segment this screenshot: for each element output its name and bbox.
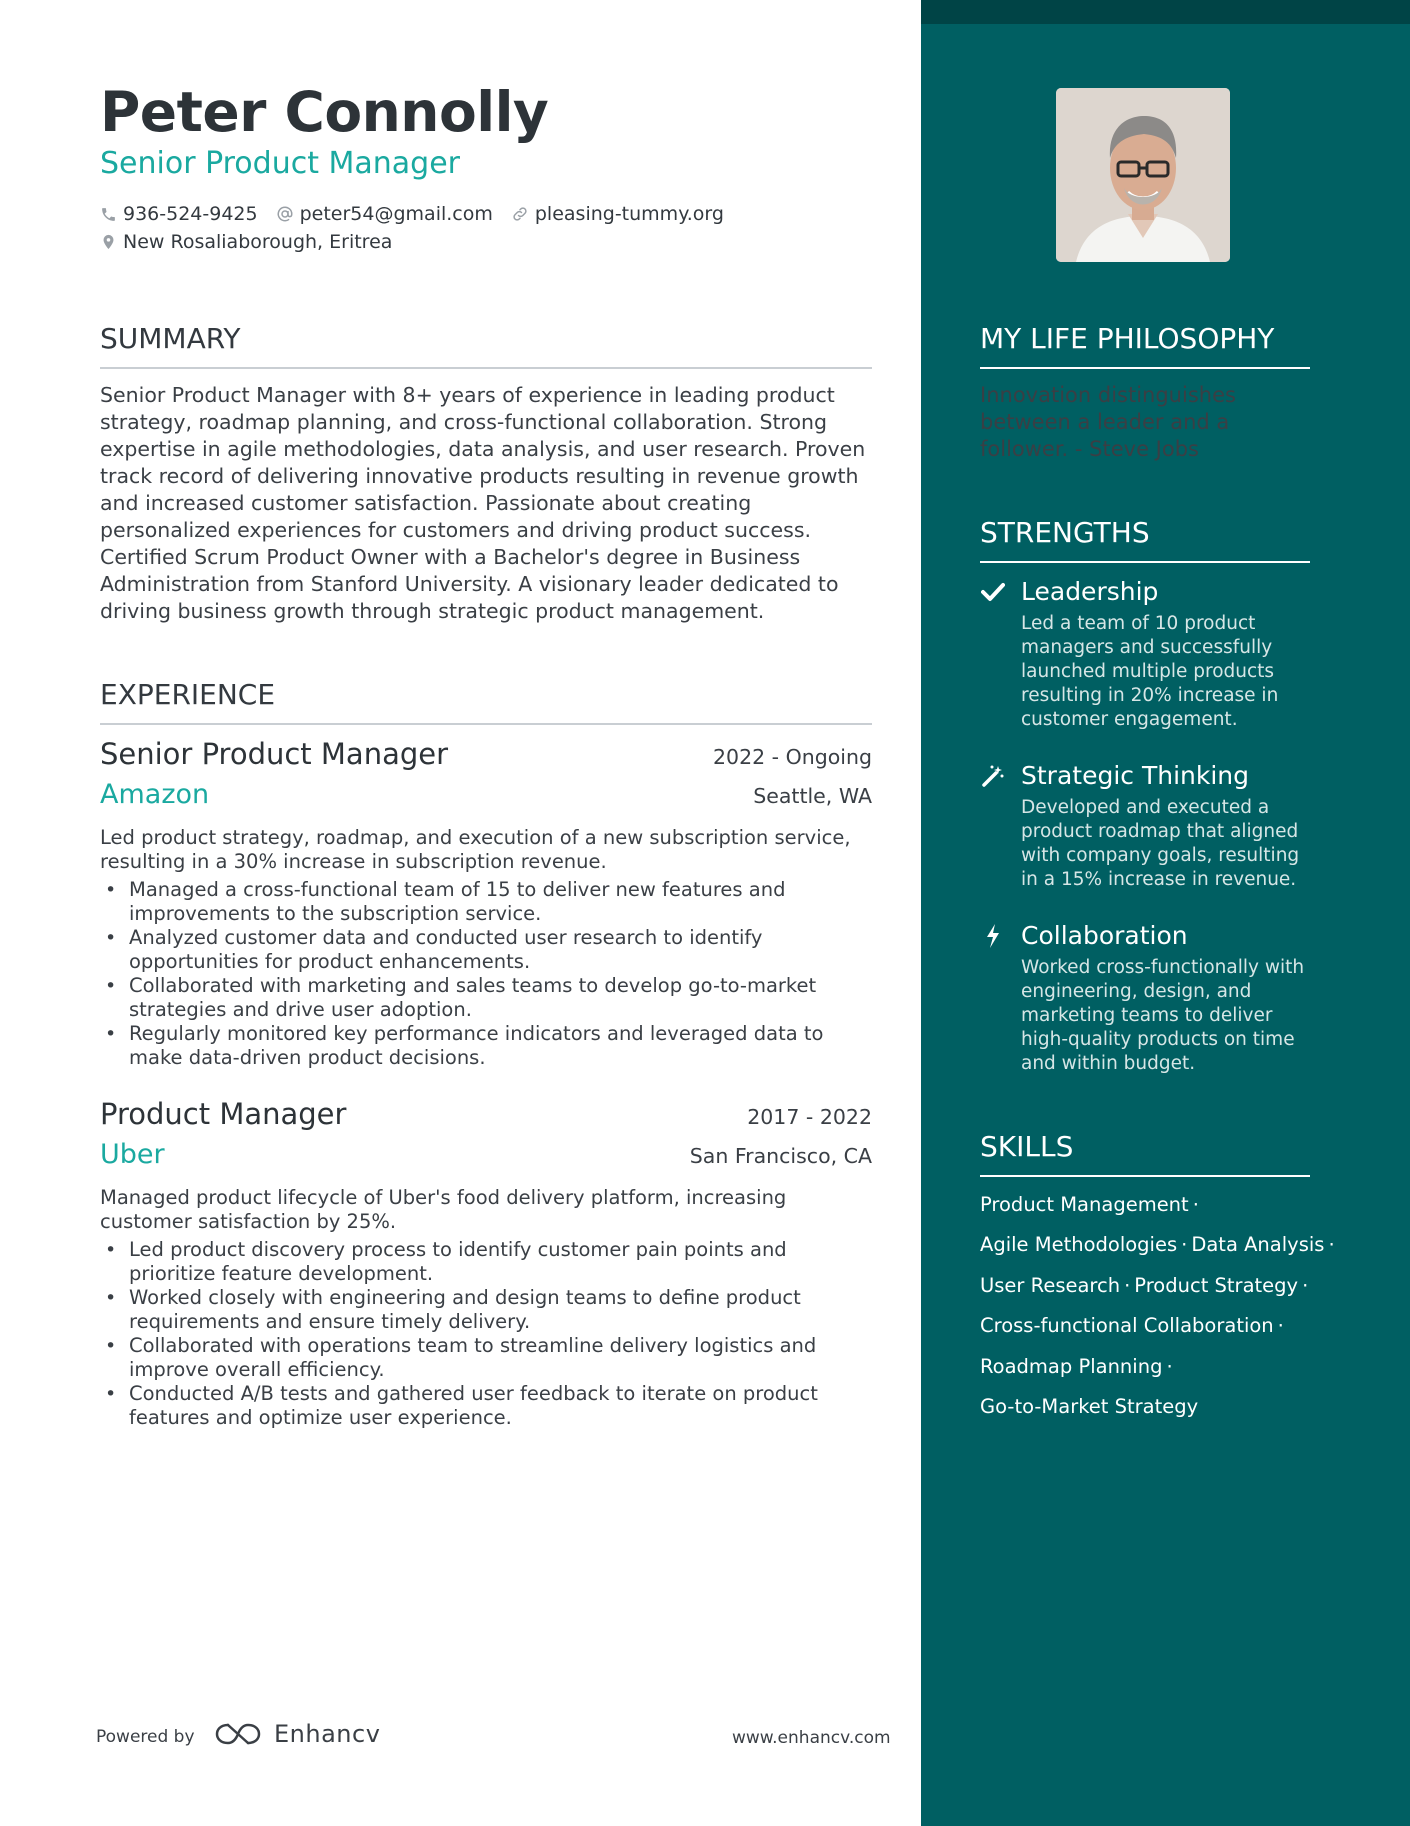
job-bullets (100, 1238, 872, 1430)
location-text: New Rosaliaborough, Eritrea (123, 231, 393, 253)
job-description: Led product strategy, roadmap, and execution of a new subscription service, resulting in a 30% increase in subscription revenue. (100, 826, 851, 873)
job-description: Managed product lifecycle of Uber's food delivery platform, increasing customer satisfaction by 25%. (100, 1186, 787, 1233)
skill-item: Go-to-Market Strategy (980, 1395, 1199, 1418)
strengths-heading: STRENGTHS (980, 516, 1310, 563)
strength-item (980, 761, 1320, 892)
skill-separator: · (1328, 1233, 1335, 1256)
profile-photo-illustration (1056, 88, 1230, 262)
strength-name: Strategic Thinking (1021, 761, 1250, 790)
job-entry (100, 1097, 872, 1430)
skill-item: Data Analysis (1191, 1233, 1325, 1256)
powered-by-label: Powered by (96, 1727, 195, 1747)
location-item (100, 231, 392, 253)
strength-description: Led a team of 10 product managers and successfully launched multiple products resulting in 20% increase in customer engagement. (1021, 613, 1279, 730)
job-bullet: • Regularly monitored key performance indicators and leveraged data to make data-driven product decisions. (100, 1022, 872, 1070)
website-item[interactable] (511, 203, 724, 225)
job-bullet: • Collaborated with marketing and sales teams to develop go-to-market strategies and drive user adoption. (100, 974, 872, 1022)
enhancv-brand: Enhancv (274, 1720, 381, 1748)
skill-item: Product Strategy (1134, 1274, 1299, 1297)
strength-name: Collaboration (1021, 921, 1188, 950)
job-location: Seattle, WA (753, 784, 872, 808)
job-dates: 2017 - 2022 (747, 1105, 872, 1129)
strength-item (980, 921, 1320, 1076)
contact-row (100, 203, 742, 225)
website-link[interactable]: pleasing-tummy.org (534, 203, 724, 225)
job-bullet: • Analyzed customer data and conducted user research to identify opportunities for product enhancements. (100, 926, 872, 974)
lightning-icon (980, 923, 1006, 949)
skill-separator: · (1181, 1233, 1188, 1256)
footer-url[interactable]: www.enhancv.com (732, 1728, 891, 1748)
link-icon (511, 205, 529, 223)
email-item[interactable] (276, 203, 493, 225)
phone-item (100, 203, 258, 225)
skill-separator: · (1166, 1355, 1173, 1378)
phone-icon (100, 206, 117, 223)
phone-text: 936-524-9425 (123, 203, 258, 225)
skills-row (980, 1274, 1312, 1297)
check-icon (980, 579, 1006, 605)
job-bullets (100, 878, 872, 1070)
job-role: Product Manager (100, 1097, 347, 1131)
strength-description: Worked cross-functionally with engineering, design, and marketing teams to deliver high-quality products on time and within budget. (1021, 957, 1305, 1074)
skill-separator: · (1192, 1193, 1199, 1216)
job-bullet: • Conducted A/B tests and gathered user feedback to iterate on product features and optimize user experience. (100, 1382, 872, 1430)
skills-heading: SKILLS (980, 1130, 1310, 1177)
skill-item: Roadmap Planning (980, 1355, 1163, 1378)
profile-photo (1056, 88, 1230, 262)
job-dates: 2022 - Ongoing (713, 745, 872, 769)
skills-row (980, 1233, 1339, 1256)
skills-row (980, 1395, 1198, 1418)
skill-item: User Research (980, 1274, 1121, 1297)
experience-heading: EXPERIENCE (100, 678, 872, 725)
skill-separator: · (1302, 1274, 1309, 1297)
skill-separator: · (1124, 1274, 1131, 1297)
skills-row (980, 1355, 1177, 1378)
job-company: Uber (100, 1139, 165, 1170)
candidate-title: Senior Product Manager (100, 146, 461, 181)
philosophy-heading: MY LIFE PHILOSOPHY (980, 322, 1310, 369)
magic-wand-icon (980, 763, 1006, 789)
at-icon (276, 205, 294, 223)
email-link[interactable]: peter54@gmail.com (299, 203, 493, 225)
job-role: Senior Product Manager (100, 737, 449, 771)
job-bullet: • Worked closely with engineering and design teams to define product requirements and ensure timely delivery. (100, 1286, 872, 1334)
strength-item (980, 577, 1320, 732)
enhancv-logo[interactable] (214, 1720, 380, 1748)
skills-row (980, 1193, 1203, 1216)
map-pin-icon (100, 233, 117, 251)
job-location: San Francisco, CA (689, 1144, 872, 1168)
job-bullet: • Led product discovery process to identify customer pain points and prioritize feature development. (100, 1238, 872, 1286)
summary-text: Senior Product Manager with 8+ years of experience in leading product strategy, roadmap planning, and cross-functional collaboration. Strong expertise in agile methodologies, data analysis, and user research. Proven track record of delivering innovative products resulting in revenue growth and increased customer satisfaction. Passionate about creating personalized experiences for customers and driving product success. Certified Scrum Product Owner with a Bachelor's degree in Business Administration from Stanford University. A visionary leader dedicated to driving business growth through strategic product management. (100, 383, 866, 623)
candidate-name: Peter Connolly (100, 80, 549, 144)
summary-heading: SUMMARY (100, 322, 872, 369)
sidebar (921, 0, 1410, 1826)
job-entry (100, 737, 872, 1070)
skill-item: Product Management (980, 1193, 1189, 1216)
sidebar-top-bar (921, 0, 1410, 24)
job-company: Amazon (100, 779, 210, 810)
philosophy-text: Innovation distinguishes between a leader and a follower. - Steve Jobs (980, 383, 1236, 461)
skill-separator: · (1277, 1314, 1284, 1337)
skills-row (980, 1314, 1288, 1337)
skill-item: Agile Methodologies (980, 1233, 1178, 1256)
job-bullet: • Managed a cross-functional team of 15 to deliver new features and improvements to the subscription service. (100, 878, 872, 926)
skill-item: Cross-functional Collaboration (980, 1314, 1274, 1337)
strength-name: Leadership (1021, 577, 1159, 606)
job-bullet: • Collaborated with operations team to streamline delivery logistics and improve overall efficiency. (100, 1334, 872, 1382)
enhancv-logo-icon (214, 1721, 262, 1747)
strength-description: Developed and executed a product roadmap that aligned with company goals, resulting in a 15% increase in revenue. (1021, 797, 1300, 890)
location-row (100, 231, 410, 253)
